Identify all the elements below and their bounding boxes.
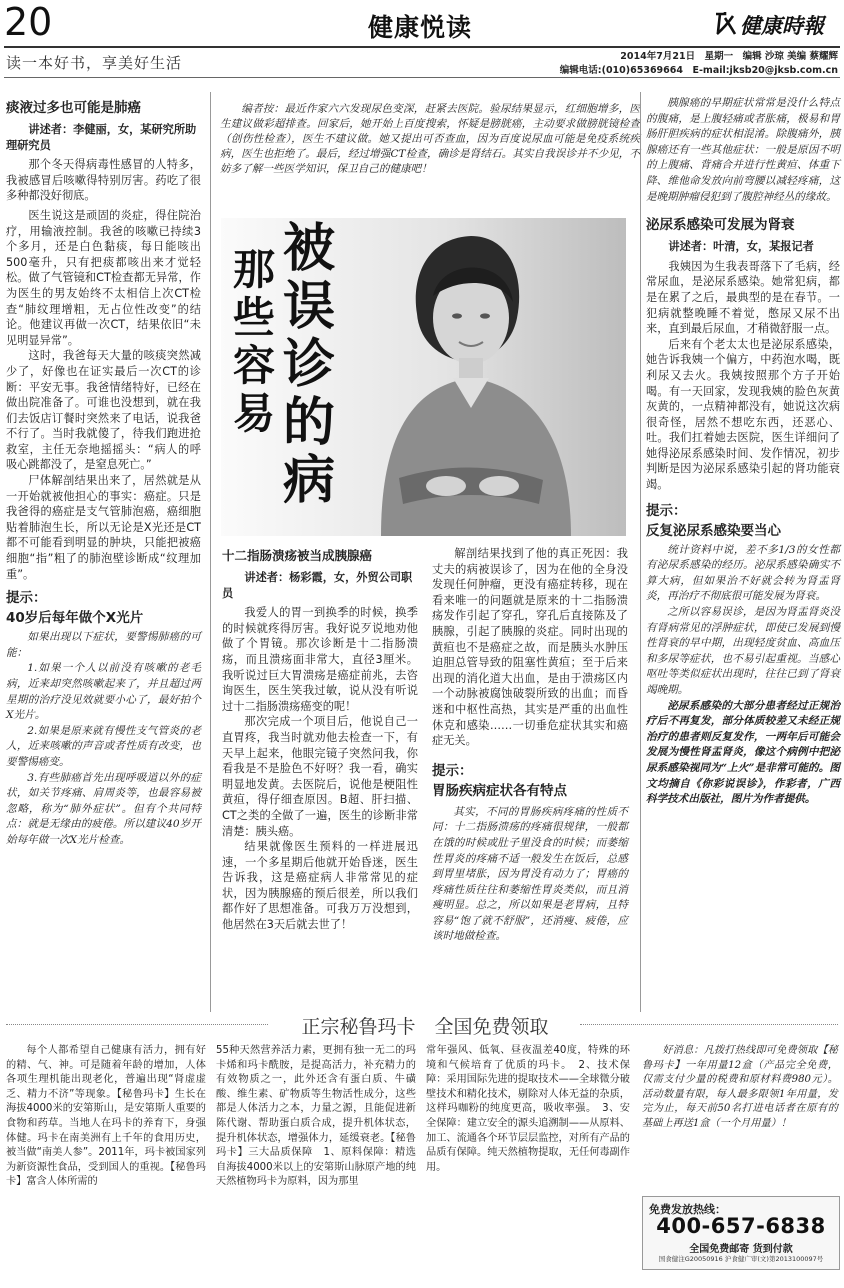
tip-title: 反复泌尿系感染要当心 [646,522,781,539]
paragraph: 统计资料中说，差不多1/3的女性都有泌尿系感染的经历。泌尿系感染确实不算大病，但如果治不好就会转为肾盂肾炎，再治疗不彻底很可能发展为肾衰。 [646,543,840,603]
paragraph: 胰腺癌的早期症状常常是没什么特点的腹痛，是上腹轻痛或者胀痛，极易和胃肠肝胆疾病的症状相混淆。除腹痛外，胰腺癌还有一些其他症状：一般是原因不明的上腹痛、背痛合并进行性黄疸、体重下降、维他命发放向前弯腰以减轻疼痛，这是晚期肿瘤侵犯到了腹腔神经丛的缘故。 [646,97,840,203]
article-body [646,259,840,493]
article-body [222,605,418,932]
ad-top-divider [6,1024,268,1025]
ad-column-2: 55种天然营养活力素，更拥有独一无二的玛卡烯和玛卡酰胺，是提高活力，补充精力的有效物质之一，此外还含有蛋白质、牛磺酸、维生素、矿物质等生物活性成分，这些都是人体活力之本，力量之源，且能促进新陈代谢、帮助蛋白质合成，提升机体状态，提升机体状态，增强体力，延缓衰老。【秘鲁玛卡】三大品质保障 1、原料保障：精选自海拔4000米以上的安第斯山脉原产地的纯天然植物玛卡为原料，因为那里 [216,1045,416,1188]
column-4 [646,96,840,808]
woman-portrait-icon [221,218,626,536]
article-body [432,546,628,749]
tip-body [6,630,201,848]
column-3 [432,546,628,945]
hotline-label: 免费发放热线： [649,1203,726,1216]
paragraph: 后来有个老太太也是泌尿系感染，她告诉我姨一个偏方，中药泡水喝，既利尿又去火。我姨按照那个方子开始喝。有一天回家，发现我姨的脸色灰黄灰黄的，一点精神都没有，她说这次病很奇怪，居然不想吃东西，还恶心、吐。我们扛着她去医院，医生详细问了她得泌尿系感染时间、发作情况，初步判断是因为泌尿系感染引起的肾功能衰竭。 [646,337,840,492]
hotline-number[interactable]: 400-657-6838 [656,1214,826,1238]
tip-label: 提示： [646,502,687,519]
paragraph: 2.如果是原来就有慢性支气管炎的老人，近来咳嗽的声音或者性质有改变，也要警惕癌变。 [6,724,201,768]
header-rule-2 [4,77,840,78]
speaker-line: 讲述者：杨彩霞，女，外贸公司职员 [222,571,413,600]
paragraph: 医生说这是顽固的炎症，得住院治疗，用输液控制。我爸的咳嗽已持续3个多月，还是白色黏痰，每日能咳出500毫升，只有把痰都咳出来才觉轻松。做了气管镜和CT检查都无异常，作为医生的男友始终不太相信上次CT检查“肺纹理增粗，无占位性改变”的结论。他建议再做一次CT，结果依旧“未见明显异常”。 [6,208,201,347]
paragraph: 如果出现以下症状，要警惕肺癌的可能： [6,631,201,659]
column-1 [6,96,201,849]
paragraph: 结果就像医生预料的一样进展迅速，一个多星期后他就开始昏迷，医生告诉我，这是癌症病人非常常见的症状，因为胰腺癌的预后很差，所以我们都作好了思想准备。可我万万没想到，他居然在3天后就去世了！ [222,840,418,932]
feature-title-right: 被误诊的病 [283,218,336,511]
date-editor-line: 2014年7月21日 星期一 编辑 沙琼 美编 蔡耀辉 [620,51,838,62]
speaker-line: 讲述者：叶清，女，某报记者 [668,240,814,254]
feature-photo [221,218,626,536]
slogan: 读一本好书，享美好生活 [6,54,183,72]
paragraph: 3.有些肺癌首先出现呼吸道以外的症状，如关节疼痛、肩周炎等，也最容易被忽略，称为“肺外症状”。但有个共同特点：就是无缘由的疲倦。所以建议40岁开始每年做一次X光片检查。 [6,771,201,846]
hotline-box [642,1196,840,1270]
page-number: 20 [4,0,53,44]
tip-body [432,805,628,945]
tip-title: 40岁后每年做个X光片 [6,610,144,627]
newspaper-logo: 健康時報 [713,8,841,38]
ad-top-divider [580,1024,838,1025]
column-divider [210,92,211,1012]
column-2 [222,546,418,933]
paragraph: 那个冬天得病毒性感冒的人特多，我被感冒后咳嗽得特别厉害。药吃了很多种都没好彻底。 [6,158,201,203]
tip-label: 提示： [6,590,47,607]
tip-title: 胃肠疾病症状各有特点 [432,782,567,799]
paragraph: 1.如果一个人以前没有咳嗽的老毛病，近来却突然咳嗽起来了，并且超过两星期的治疗没见效就要小心了，最好拍个X光片。 [6,662,201,722]
tip-label: 提示： [432,762,473,779]
article-body [646,96,840,205]
tip-body [646,543,840,808]
paragraph: 这时，我爸每天大量的咳痰突然减少了，好像也在证实最后一次CT的诊断：平安无事。我爸情绪特好，已经在做出院准备了。可谁也没想到，就在我们去饭店订餐时突然来了电话，说我爸不行了。当时我就傻了，待我们跑进抢救室，主任无奈地摇摇头：“病人的呼吸心跳都没了，是窒息死亡。” [6,349,201,472]
contact-line: 编辑电话:(010)65369664 E-mail:jksb20@jksb.com.cn [559,65,838,76]
paragraph: 泌尿系感染的大部分患者经过正规治疗后不再复发，部分体质较差又未经正规治疗的患者则反复发作，一两年后可能会发展为慢性肾盂肾炎，像这个病例中把泌尿系感染视同为“上火”是非常可能的。图文均摘自《你彩说误诊》，作彩者，广西科学技术出版社，图片为作者提供。 [646,699,840,806]
fine-print: 国食健注G20050916 沪食健广审(文)第2013100097号 [658,1255,824,1263]
ad-title: 正宗秘鲁玛卡 全国免费领取 [301,1016,549,1038]
paragraph: 之所以容易误诊，是因为肾盂肾炎没有肾病常见的浮肿症状，即使已发展到慢性肾衰的早中期，出现轻度贫血、高血压和多尿等症状，也不易引起重视。当感心呕吐等类似症状出现时，往往已到了肾衰竭晚期。 [646,606,840,696]
editor-note [220,102,640,177]
article-body [6,157,201,582]
paragraph: 我姨因为生我表哥落下了毛病，经常尿血，是泌尿系感染。她常犯病，都是在累了之后，最典型的是在春节。一犯病就整晚睡不着觉，憋尿又尿不出来，直到最后尿血，才稍微舒服一点。 [646,259,840,336]
article-title-duodenal: 十二指肠溃疡被当成胰腺癌 [222,548,373,563]
ad-column-3: 常年强风、低氧、昼夜温差40度，特殊的环境和气候培育了优质的玛卡。 2、技术保障：采用国际先进的提取技术——全球微分破壁技术和精化技术，剔除对人体无益的杂质，这样玛咖粉的纯度更高，吸收率强。 3、安全保障：建立安全的源头追溯制——从原料、加工、流通各个环节层层监控，对所有产品的品质有保障。纯天然植物提取，无任何毒副作用。 [426,1045,630,1173]
column-divider [640,92,641,1012]
section-title: 健康悦读 [368,13,473,42]
hotline-note: 全国免费邮寄 货到付款 [689,1244,793,1255]
paragraph: 编者按：最近作家六六发现尿色变深，赶紧去医院。验尿结果显示，红细胞增多，医生建议做彩超排查。回家后，她开始上百度搜索，怀疑是膀胱癌，主动要求做膀胱镜检查（创伤性检查），医生不建议做。她又提出可否查血，因为百度说尿血可能是免疫系统疾病，医生也拒绝了。最后，经过增强CT检查，确诊是肾结石。其实自我误诊并不少见，不妨多了解一些医学知识，保卫自己的健康吧！ [220,103,640,175]
paragraph: 我爱人的胃一到换季的时候，换季的时候就疼得厉害。我好说歹说地劝他做了个胃镜。那次诊断是十二指肠溃疡，而且溃疡面非常大，直径3厘米。我听说过巨大胃溃疡是癌症前兆，去咨询医生，医生笑我过敏，说从没有听说过十二指肠溃疡癌变的呢！ [222,606,418,713]
logo-mark-icon [713,10,737,36]
paragraph: 那次完成一个项目后，他说自己一直胃疼，我当时就劝他去检查一下，有天早上起来，他眼完镜子突然问我，你看我是不是脸色不好呀？我一看，确实明显地发黄。去医院后，说他是梗阻性黄疸，得仔细查原因。B超、肝扫描、CT之类的全做了一遍，医生的诊断非常清楚：胰头癌。 [222,715,418,838]
article-title-uti: 泌尿系感染可发展为肾衰 [646,217,795,234]
ad-column-1: 每个人都希望自己健康有活力，拥有好的精、气、神。可是随着年龄的增加，人体各项生理机能出现老化，普遍出现“肾虚虚乏、精力不济”等现象。【秘鲁玛卡】生长在海拔4000米的安第斯山，是安第斯人重要的食物和药草。当地人在玛卡的养育下，身强体健。玛卡在南美洲有上千年的食用历史，被当做“南美人参”。2011年，玛卡被国家列为新资源性食品，受到国人的重视。【秘鲁玛卡】富含人体所需的 [6,1045,206,1188]
paragraph: 尸体解剖结果出来了，居然就是从一开始就被他担心的事实：癌症。只是我爸得的癌症是支气管肺泡癌，癌细胞贴着肺泡生长，所以无论是X光还是CT都不可能看到明显的肿块，只能把被癌细胞“指”粗了的肺泡壁诊断成“纹理加重”。 [6,474,201,581]
ad-column-4: 好消息：凡拨打热线即可免费领取【秘鲁玛卡】一年用量12盒（产品完全免费，仅需支付少量的税费和原材料费980元）。活动数量有限，每人最多限领1年用量，发完为止，每天前50名打进电话者在原有的基础上再送1盒（一个月用量）！ [642,1045,838,1129]
article-title-lung: 痰液过多也可能是肺癌 [6,100,141,116]
paragraph: 其实，不同的胃肠疾病疼痛的性质不同：十二指肠溃疡的疼痛很规律，一般都在饿的时候或肚子里没食的时候；而萎缩性胃炎的疼痛不适一般发生在饭后，总感到胃里堵胀，因为胃没有动力了；胃癌的疼痛性质往往和萎缩性胃炎类似，而且消瘦明显。总之，所以如果是老胃病，且特容易“饱了就不舒服”，还消瘦、疲倦，应该时地做检查。 [432,805,628,943]
paragraph: 解剖结果找到了他的真正死因：我丈夫的病被误诊了，因为在他的全身没发现任何肿瘤，更没有癌症转移，现在看来唯一的问题就是原来的十二指肠溃疡发作引起了穿孔，穿孔后直接陈及了胰腺，引起了胰腺的炎症。同时出现的黄疸也不是癌症之故，而是胰头水肿压迫胆总管导致的阻塞性黄疸；至于后来出现的消化道大出血，是由于溃疡区内一个动脉被腐蚀破裂所致的出血；而昏迷和中枢性高热，其实是严重的出血性休克和感染……一切垂危症状其实和癌症无关。 [432,547,628,748]
speaker-line: 讲述者：李健丽，女，某研究所助理研究员 [6,123,197,152]
feature-title-left: 那些容易 [233,245,276,438]
